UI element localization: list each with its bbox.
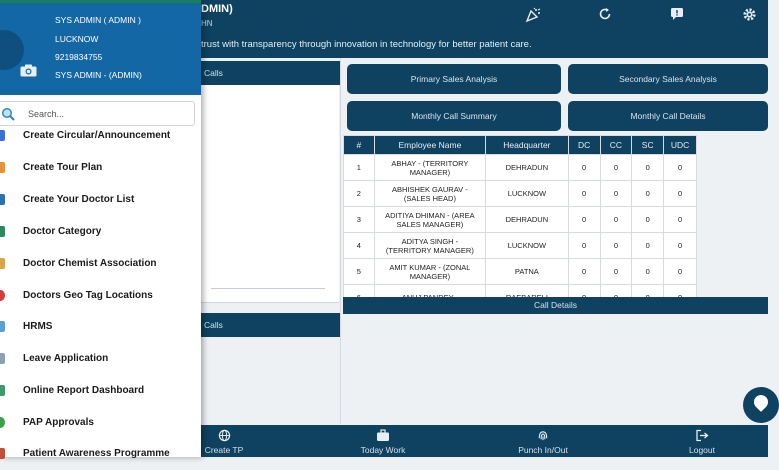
employee-role: MANAGER) xyxy=(409,167,451,177)
secondary-sales-analysis-button[interactable]: Secondary Sales Analysis xyxy=(568,64,768,94)
menu-item-patient-awareness[interactable] xyxy=(0,438,201,470)
col-header-cc: CC xyxy=(600,136,632,155)
dc-cell: 0 xyxy=(568,233,600,259)
menu-item-label: HRMS xyxy=(23,321,53,332)
briefcase-icon xyxy=(350,429,416,443)
doctor-icon xyxy=(0,194,5,205)
table-row[interactable] xyxy=(344,155,697,181)
cc-cell: 0 xyxy=(600,207,632,233)
calls-panel-body xyxy=(201,85,339,303)
employee-table-container[interactable] xyxy=(343,135,697,297)
approval-icon xyxy=(0,417,5,428)
menu-item-label: Leave Application xyxy=(23,353,109,364)
table-row[interactable] xyxy=(344,259,697,285)
calls-panel-header: Calls xyxy=(201,61,340,85)
drawer-profile-header xyxy=(0,0,201,95)
menu-item-label: Create Circular/Announcement xyxy=(23,130,171,141)
user-role: SYS ADMIN - (ADMIN) xyxy=(55,70,142,80)
col-header-sc: SC xyxy=(632,136,664,155)
headquarter-cell: LUCKNOW xyxy=(486,181,569,207)
globe-icon xyxy=(194,429,254,443)
nav-today-work[interactable] xyxy=(350,425,416,457)
table-row[interactable] xyxy=(344,207,697,233)
dc-cell: 0 xyxy=(568,155,600,181)
headquarter-cell: PATNA xyxy=(486,259,569,285)
udc-cell: 0 xyxy=(664,233,697,259)
calls-section-header: Calls xyxy=(201,313,340,337)
menu-item-label: Patient Awareness Programme xyxy=(23,448,170,459)
sc-cell: 0 xyxy=(632,181,664,207)
employee-name-cell xyxy=(374,181,485,207)
udc-cell: 0 xyxy=(664,259,697,285)
col-header-dc: DC xyxy=(568,136,600,155)
row-number: 1 xyxy=(344,155,375,181)
menu-item-pap-approvals[interactable] xyxy=(0,407,201,439)
page-subtitle: HN xyxy=(201,19,213,28)
table-row[interactable] xyxy=(344,181,697,207)
udc-cell: 0 xyxy=(664,155,697,181)
headquarter-cell: DEHRADUN xyxy=(486,155,569,181)
fingerprint-icon xyxy=(508,429,578,443)
location-pin-icon xyxy=(0,290,5,301)
user-phone: 9219834755 xyxy=(55,52,103,62)
document-icon xyxy=(0,353,5,364)
employee-name: AMIT KUMAR - (ZONAL xyxy=(389,262,471,272)
menu-item-label: PAP Approvals xyxy=(23,417,94,428)
menu-item-label: Doctors Geo Tag Locations xyxy=(23,290,153,301)
row-number: 2 xyxy=(344,181,375,207)
employee-name: ADITIYA DHIMAN - (AREA xyxy=(385,210,475,220)
sc-cell: 0 xyxy=(632,155,664,181)
dashboard-icon xyxy=(0,385,5,396)
nav-punch-in-out[interactable] xyxy=(508,425,578,457)
employee-name-cell xyxy=(374,207,485,233)
employee-role: (TERRITORY MANAGER) xyxy=(385,245,474,255)
sc-cell: 0 xyxy=(632,207,664,233)
cc-cell: 0 xyxy=(600,259,632,285)
message-icon[interactable] xyxy=(668,7,686,25)
chat-fab[interactable] xyxy=(743,387,779,423)
handshake-icon xyxy=(0,258,5,269)
header-accent-strip xyxy=(0,0,201,3)
employee-name-cell xyxy=(374,155,485,181)
row-number: 3 xyxy=(344,207,375,233)
menu-item-create-tour-plan[interactable] xyxy=(0,152,201,184)
menu-item-doctor-category[interactable] xyxy=(0,216,201,248)
table-row[interactable] xyxy=(344,233,697,259)
col-header-udc: UDC xyxy=(664,136,697,155)
employee-name: ADITYA SINGH - xyxy=(401,236,459,246)
row-number: 4 xyxy=(344,233,375,259)
page-title: DMIN) xyxy=(201,3,233,15)
gear-icon[interactable] xyxy=(740,7,758,25)
people-icon xyxy=(0,321,5,332)
user-city: LUCKNOW xyxy=(55,34,99,44)
cc-cell: 0 xyxy=(600,181,632,207)
headquarter-cell: DEHRADUN xyxy=(486,207,569,233)
table-header-row xyxy=(344,136,697,155)
patient-icon xyxy=(0,448,5,459)
headquarter-cell: LUCKNOW xyxy=(486,233,569,259)
category-icon xyxy=(0,226,5,237)
menu-item-label: Online Report Dashboard xyxy=(23,385,145,396)
employee-name: ABHISHEK GAURAV - xyxy=(392,184,468,194)
menu-item-leave-application[interactable] xyxy=(0,343,201,375)
monthly-call-details-button[interactable]: Monthly Call Details xyxy=(568,101,768,131)
panel-divider xyxy=(340,58,341,424)
sc-cell: 0 xyxy=(632,259,664,285)
employee-table xyxy=(343,135,697,311)
logout-icon xyxy=(678,429,726,443)
company-tagline: trust with transparency through innovation in technology for better patient care. xyxy=(201,39,532,50)
nav-create-tp[interactable] xyxy=(194,425,254,457)
nav-create-tp-label: Create TP xyxy=(204,445,244,455)
nav-punch-in-out-label: Punch In/Out xyxy=(518,445,568,455)
udc-cell: 0 xyxy=(664,181,697,207)
udc-cell: 0 xyxy=(664,207,697,233)
menu-item-label: Create Your Doctor List xyxy=(23,194,135,205)
map-icon xyxy=(0,162,5,173)
menu-item-label: Create Tour Plan xyxy=(23,162,103,173)
nav-logout-label: Logout xyxy=(689,445,715,455)
megaphone-icon xyxy=(0,130,5,141)
search-placeholder: Search... xyxy=(28,109,65,119)
menu-item-hrms[interactable] xyxy=(0,311,201,343)
dc-cell: 0 xyxy=(568,207,600,233)
menu-item-label: Doctor Chemist Association xyxy=(23,258,157,269)
employee-role: MANAGER) xyxy=(409,271,451,281)
camera-icon[interactable] xyxy=(20,64,37,77)
dc-cell: 0 xyxy=(568,259,600,285)
nav-logout[interactable] xyxy=(678,425,726,457)
call-details-bar[interactable]: Call Details xyxy=(343,297,768,314)
cc-cell: 0 xyxy=(600,155,632,181)
menu-item-online-report-dashboard[interactable] xyxy=(0,375,201,407)
chat-bubble-icon xyxy=(751,392,771,412)
menu-item-create-doctor-list[interactable] xyxy=(0,184,201,216)
col-header-headquarter: Headquarter xyxy=(486,136,569,155)
dc-cell: 0 xyxy=(568,181,600,207)
col-header-employee-name: Employee Name xyxy=(374,136,485,155)
refresh-icon[interactable] xyxy=(596,7,614,25)
nav-today-work-label: Today Work xyxy=(360,445,406,455)
party-popper-icon[interactable] xyxy=(524,7,542,25)
panel-scrollbar[interactable] xyxy=(211,288,325,289)
menu-item-label: Doctor Category xyxy=(23,226,102,237)
col-header-number: # xyxy=(344,136,375,155)
row-number: 5 xyxy=(344,259,375,285)
search-icon xyxy=(1,107,14,120)
user-name: SYS ADMIN ( ADMIN ) xyxy=(55,15,141,25)
employee-role: (SALES HEAD) xyxy=(403,193,456,203)
navigation-drawer xyxy=(0,0,201,457)
employee-name-cell xyxy=(374,233,485,259)
cc-cell: 0 xyxy=(600,233,632,259)
sc-cell: 0 xyxy=(632,233,664,259)
employee-name: ABHAY - (TERRITORY xyxy=(391,158,469,168)
employee-role: SALES MANAGER) xyxy=(396,219,464,229)
menu-item-create-circular[interactable] xyxy=(0,120,201,152)
employee-name-cell xyxy=(374,259,485,285)
primary-sales-analysis-button[interactable]: Primary Sales Analysis xyxy=(347,64,561,94)
monthly-call-summary-button[interactable]: Monthly Call Summary xyxy=(347,101,561,131)
menu-item-doctor-chemist-association[interactable] xyxy=(0,248,201,280)
menu-item-geo-tag-locations[interactable] xyxy=(0,280,201,312)
